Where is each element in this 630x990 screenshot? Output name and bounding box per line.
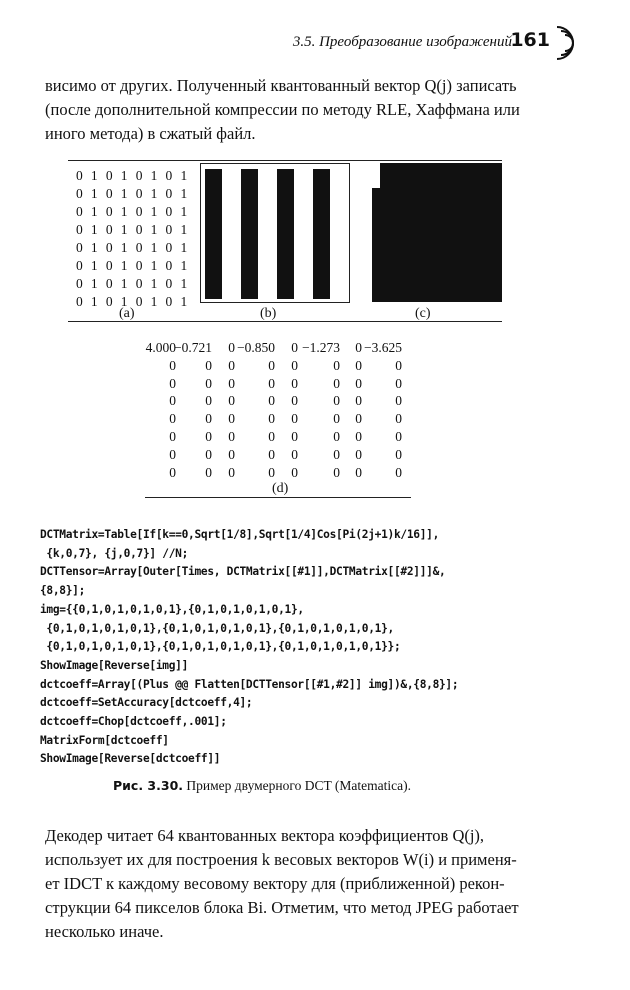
dct-cell: −1.273 <box>302 340 340 355</box>
text-line: несколько иначе. <box>45 922 164 941</box>
page-number: 161 <box>510 29 550 51</box>
dct-cell: 0 <box>228 375 235 391</box>
dct-row <box>140 429 410 445</box>
dct-cell: 0 <box>228 464 235 480</box>
dct-cell: 0 <box>355 393 362 409</box>
page-header <box>0 27 630 67</box>
dct-cell: 0 <box>169 357 176 373</box>
dct-cell: 0 <box>268 411 275 427</box>
dct-cell: 0 <box>205 357 212 373</box>
dct-cell: 0 <box>228 393 235 409</box>
bottom-rule <box>145 497 411 498</box>
dct-cell: 0 <box>228 340 235 355</box>
bit-row: 0 1 0 1 0 1 0 1 <box>76 204 190 219</box>
dct-cell: 0 <box>228 411 235 427</box>
dct-cell: 0 <box>395 429 402 444</box>
dct-cell: 0 <box>333 464 340 480</box>
bit-row: 0 1 0 1 0 1 0 1 <box>76 294 190 309</box>
dct-cell: 0 <box>291 375 298 391</box>
page-number-arc-icon <box>555 23 575 63</box>
dct-cell: 0 <box>205 375 212 391</box>
dct-cell: 0 <box>205 411 212 427</box>
dct-cell: 0 <box>169 446 176 462</box>
dct-cell: 0 <box>205 429 212 444</box>
dct-cell: 0 <box>355 375 362 391</box>
dct-cell: 0 <box>395 357 402 373</box>
dct-cell: 0 <box>333 375 340 391</box>
stripe <box>313 169 330 299</box>
dct-cell: 0 <box>355 464 362 480</box>
dct-cell: 0 <box>205 393 212 409</box>
dct-cell: 0 <box>169 393 176 409</box>
dct-cell: 0 <box>395 411 402 427</box>
dct-cell: 0 <box>268 446 275 462</box>
code-line: DCTMatrix=Table[If[k==0,Sqrt[1/8],Sqrt[1/4]Cos[Pi(2j+1)k/16]], <box>40 528 439 541</box>
dct-cell: 0 <box>268 464 275 480</box>
dct-cell: 0 <box>169 464 176 480</box>
code-line: {8,8}]; <box>40 584 86 598</box>
code-line: {0,1,0,1,0,1,0,1},{0,1,0,1,0,1,0,1},{0,1,0,1,0,1,0,1}}; <box>40 640 401 654</box>
dct-cell: 0 <box>291 464 298 480</box>
dct-cell: 0 <box>228 446 235 462</box>
dct-row <box>140 447 410 463</box>
dct-cell: 4.000 <box>145 340 176 355</box>
dct-row <box>140 358 410 374</box>
label-b: (b) <box>260 306 277 321</box>
dct-cell: 0 <box>169 375 176 391</box>
label-c: (c) <box>415 306 431 321</box>
bit-matrix <box>76 167 190 311</box>
dct-cell: 0 <box>268 375 275 391</box>
final-paragraph <box>45 824 557 944</box>
dct-cell: 0 <box>395 464 402 480</box>
bit-row: 0 1 0 1 0 1 0 1 <box>76 168 190 183</box>
code-line: ShowImage[Reverse[dctcoeff]] <box>40 752 221 766</box>
dct-cell: 0 <box>291 340 298 355</box>
code-line: dctcoeff=SetAccuracy[dctcoeff,4]; <box>40 696 253 710</box>
stripe <box>277 169 294 299</box>
code-line: img={{0,1,0,1,0,1,0,1},{0,1,0,1,0,1,0,1}, <box>40 602 304 616</box>
dct-cell: −3.625 <box>364 340 402 355</box>
stripe <box>241 169 258 299</box>
dct-cell: 0 <box>291 411 298 427</box>
dct-cell: 0 <box>355 340 362 355</box>
text-line: Декодер читает 64 квантованных вектора коэффициентов Q(j), <box>45 826 485 845</box>
stripes-image <box>200 163 350 303</box>
bit-row: 0 1 0 1 0 1 0 1 <box>76 276 190 291</box>
code-line: dctcoeff=Array[(Plus @@ Flatten[DCTTensor[[#1,#2]] img])&,{8,8}]; <box>40 677 459 691</box>
bit-row: 0 1 0 1 0 1 0 1 <box>76 258 190 273</box>
dct-cell: 0 <box>228 429 235 444</box>
dct-cell: 0 <box>333 446 340 462</box>
dct-cell: 0 <box>205 446 212 462</box>
code-line: {k,0,7}, {j,0,7}] //N; <box>40 546 189 560</box>
dct-cell: 0 <box>395 393 402 409</box>
dct-cell: 0 <box>291 357 298 373</box>
intro-paragraph <box>45 74 557 146</box>
bit-row: 0 1 0 1 0 1 0 1 <box>76 186 190 201</box>
dct-cell: 0 <box>333 357 340 373</box>
stripe <box>205 169 222 299</box>
dct-cell: 0 <box>291 393 298 409</box>
label-d: (d) <box>272 481 289 496</box>
text-line: висимо от других. Полученный квантованный вектор Q(j) записать <box>45 76 517 95</box>
dct-cell: 0 <box>228 357 235 373</box>
caption-label: Рис. 3.30. <box>113 778 184 793</box>
dct-cell: 0 <box>268 357 275 373</box>
dct-cell: 0 <box>355 446 362 462</box>
dct-cell: 0 <box>355 357 362 373</box>
text-line: иного метода) в сжатый файл. <box>45 124 256 143</box>
mathematica-code <box>40 526 560 769</box>
bit-row: 0 1 0 1 0 1 0 1 <box>76 240 190 255</box>
dct-row <box>140 340 410 356</box>
dct-cell: 0 <box>333 393 340 409</box>
dct-cell: 0 <box>205 464 212 480</box>
dct-cell: 0 <box>291 446 298 462</box>
dct-cell: 0 <box>268 429 275 444</box>
dct-cell: 0 <box>333 429 340 444</box>
dct-cell: −0.850 <box>237 340 275 355</box>
dct-cell: 0 <box>268 393 275 409</box>
dct-cell: 0 <box>395 446 402 462</box>
dct-row <box>140 465 410 481</box>
label-a: (a) <box>119 306 135 321</box>
dct-cell: −0.721 <box>174 340 212 355</box>
figure-caption <box>113 778 411 794</box>
dct-image <box>372 163 502 302</box>
section-title: 3.5. Преобразование изображений <box>292 34 512 50</box>
dct-cell: 0 <box>169 429 176 444</box>
text-line: использует их для построения k весовых векторов W(i) и применя- <box>45 850 517 869</box>
code-line: MatrixForm[dctcoeff] <box>40 733 169 747</box>
dct-cell: 0 <box>169 411 176 427</box>
code-line: ShowImage[Reverse[img]] <box>40 658 189 672</box>
code-line: {0,1,0,1,0,1,0,1},{0,1,0,1,0,1,0,1},{0,1,0,1,0,1,0,1}, <box>40 621 394 635</box>
top-rule <box>68 160 502 161</box>
bit-row: 0 1 0 1 0 1 0 1 <box>76 222 190 237</box>
dct-cell: 0 <box>291 429 298 444</box>
code-line: dctcoeff=Chop[dctcoeff,.001]; <box>40 715 227 729</box>
dct-row <box>140 393 410 409</box>
middle-rule <box>68 321 502 322</box>
dct-cell: 0 <box>355 411 362 427</box>
caption-text: Пример двумерного DCT (Matematica). <box>186 778 411 793</box>
text-line: ет IDCT к каждому весовому вектору для (приближенной) рекон- <box>45 874 505 893</box>
dct-cell: 0 <box>355 429 362 444</box>
text-line: (после дополнительной компрессии по методу RLE, Хаффмана или <box>45 100 520 119</box>
code-line: DCTTensor=Array[Outer[Times, DCTMatrix[[#1]],DCTMatrix[[#2]]]&, <box>40 565 446 579</box>
dct-cell: 0 <box>395 375 402 391</box>
dct-row <box>140 376 410 392</box>
text-line: струкции 64 пикселов блока Bi. Отметим, что метод JPEG работает <box>45 898 519 917</box>
figure-panels <box>68 160 502 322</box>
dct-cell: 0 <box>333 411 340 427</box>
dct-row <box>140 411 410 427</box>
